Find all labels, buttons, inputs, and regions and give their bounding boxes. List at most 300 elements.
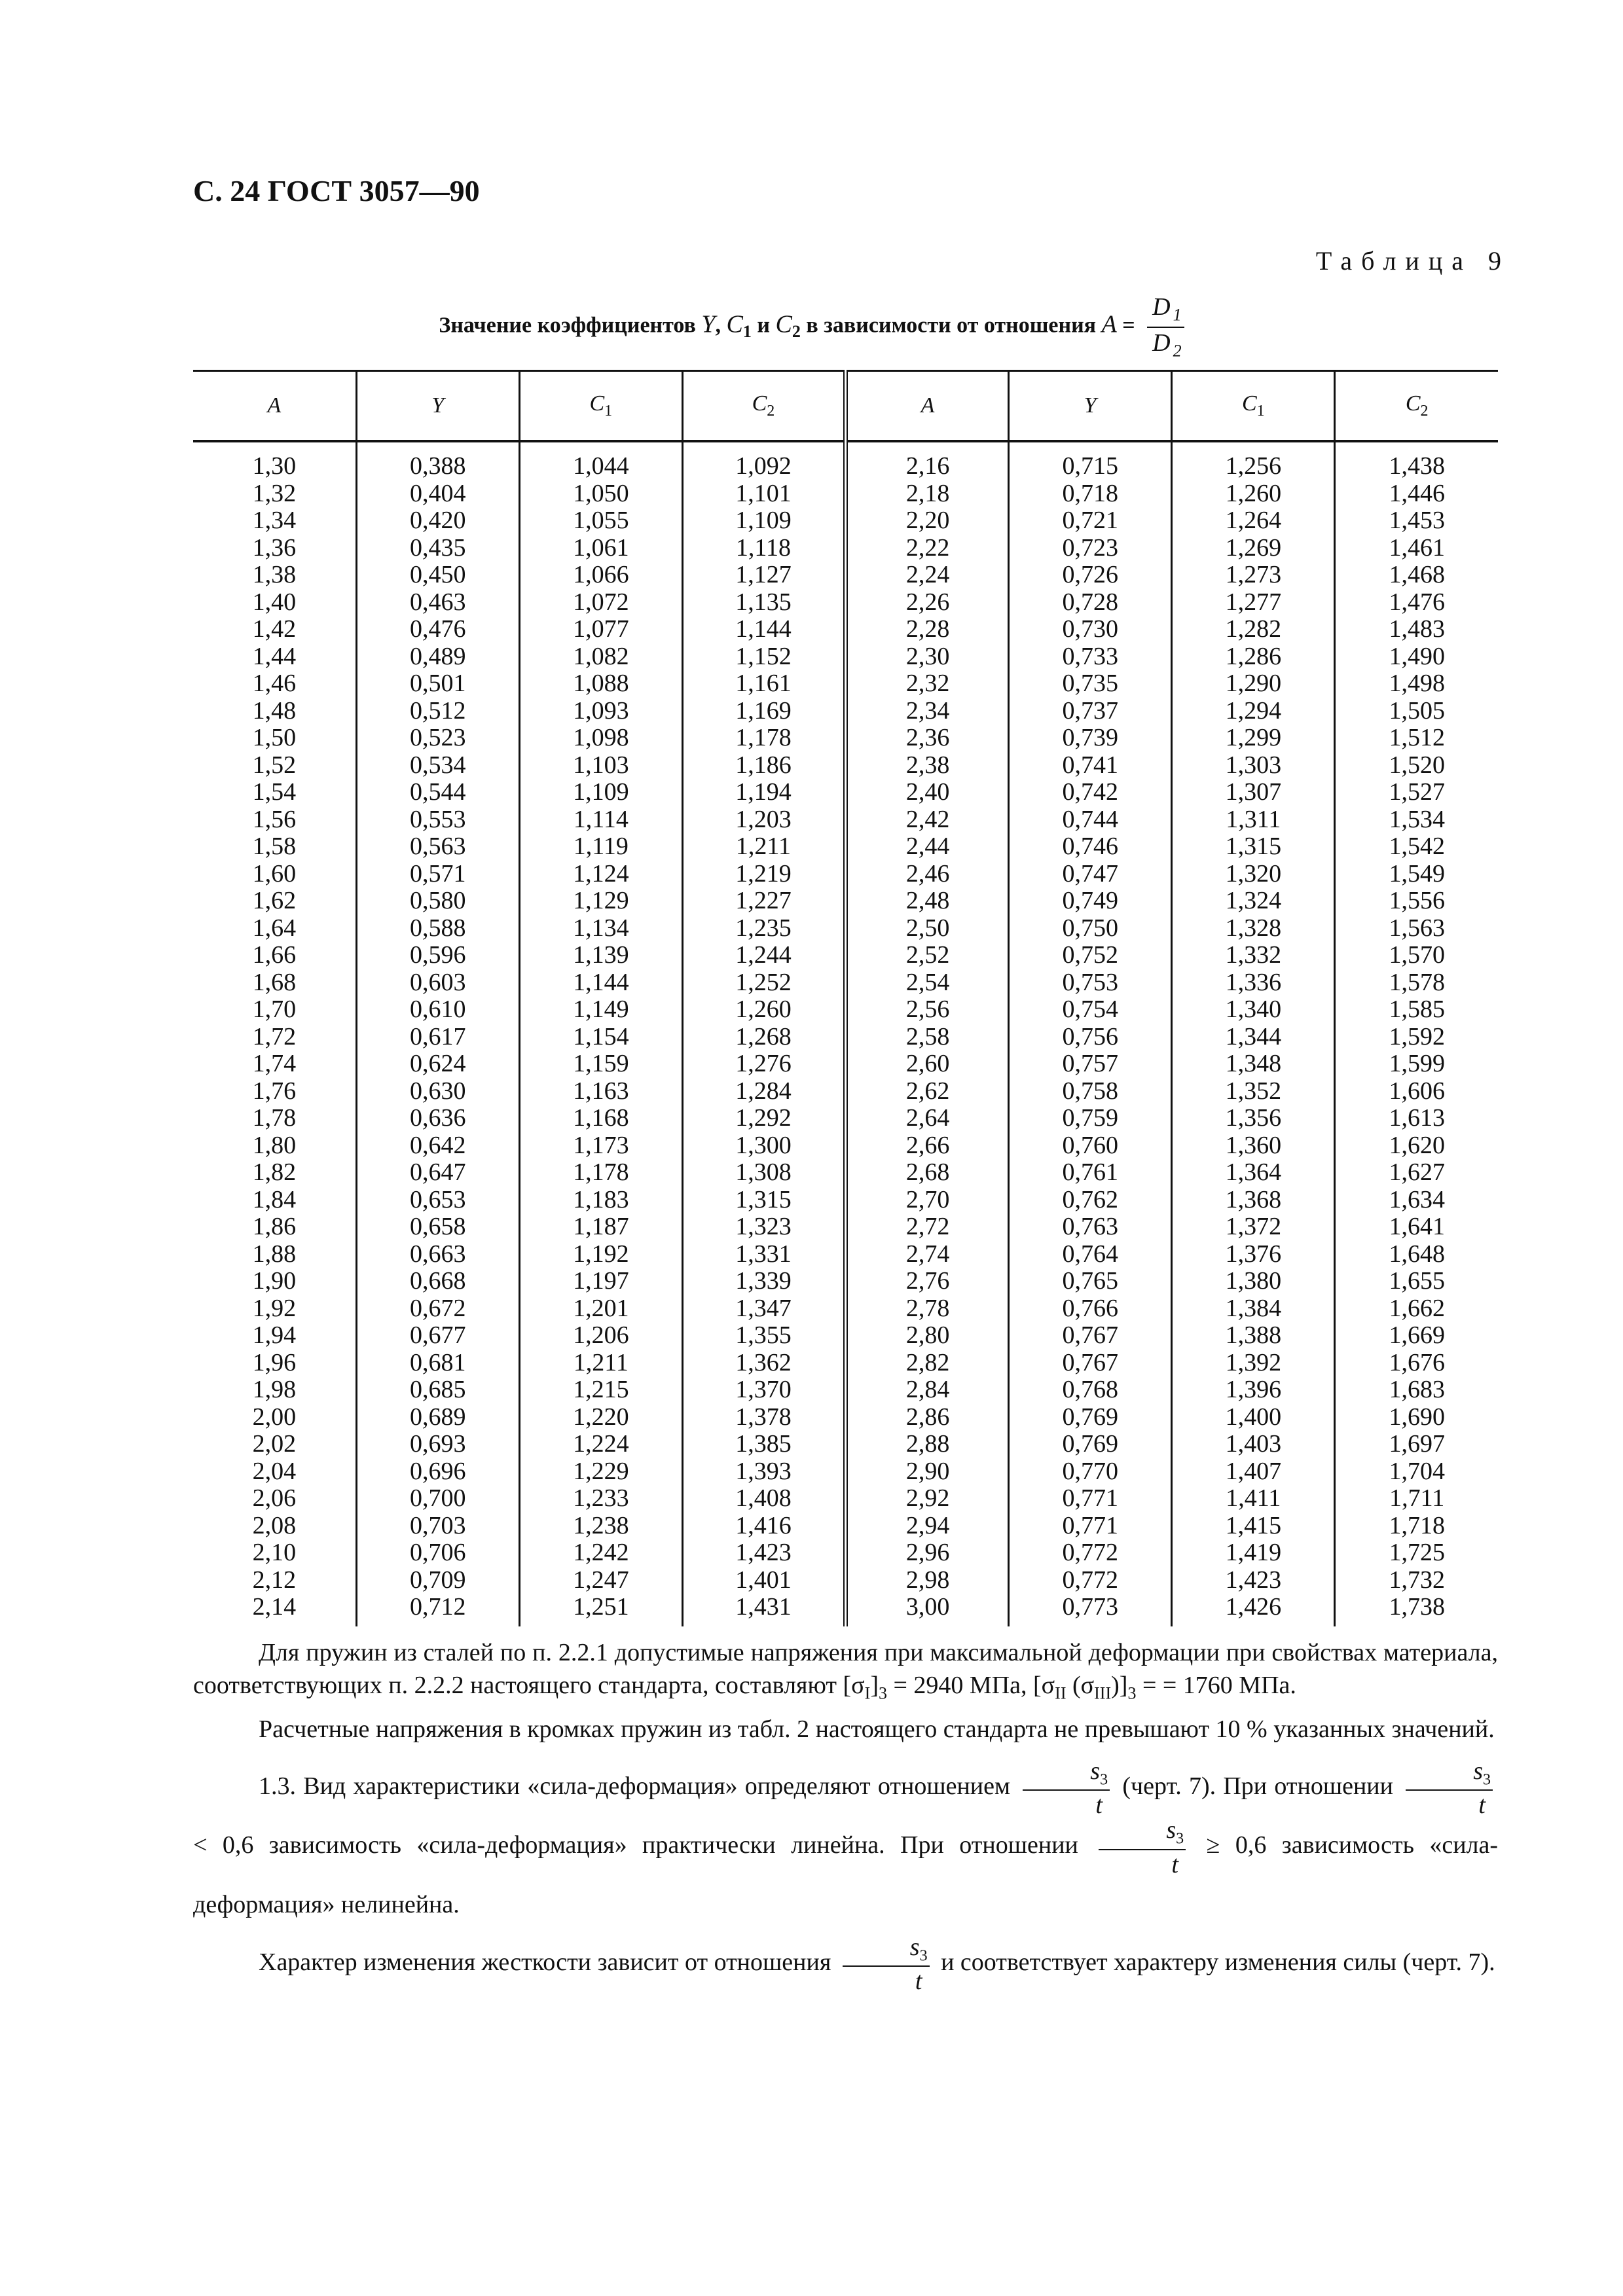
- table-cell: 1,520: [1335, 752, 1498, 780]
- table-cell: 0,753: [1009, 969, 1172, 997]
- table-cell: 0,760: [1009, 1132, 1172, 1160]
- table-cell: 2,48: [846, 888, 1009, 915]
- table-cell: 1,56: [252, 805, 297, 833]
- table-cell: 1,88: [252, 1240, 297, 1268]
- table-cell: 0,476: [356, 616, 519, 643]
- table-cell: 0,749: [1009, 888, 1172, 915]
- table-row: [193, 698, 1498, 725]
- table-row: [193, 1078, 1498, 1105]
- table-cell: 0,744: [1009, 806, 1172, 834]
- table-cell: 1,78: [252, 1104, 297, 1132]
- table-row: [193, 670, 1498, 698]
- table-cell: 1,376: [1172, 1241, 1335, 1268]
- table-cell: 1,169: [682, 698, 845, 725]
- table-cell: 1,178: [519, 1159, 682, 1187]
- table-row: [193, 480, 1498, 508]
- table-cell: 2,54: [846, 969, 1009, 997]
- table-cell: 1,114: [519, 806, 682, 834]
- table-cell: 1,84: [252, 1185, 297, 1213]
- table-cell: 2,62: [846, 1078, 1009, 1105]
- table-cell: 1,542: [1335, 833, 1498, 861]
- table-cell: 0,642: [356, 1132, 519, 1160]
- table-cell: 1,385: [682, 1431, 845, 1458]
- table-cell: 0,553: [356, 806, 519, 834]
- table-cell: 1,192: [519, 1241, 682, 1268]
- table-cell: 0,772: [1009, 1567, 1172, 1594]
- table-cell: 0,706: [356, 1539, 519, 1567]
- table-cell: 0,721: [1009, 507, 1172, 535]
- table-cell: 1,42: [252, 615, 297, 643]
- table-cell: 1,725: [1335, 1539, 1498, 1567]
- fraction-s3-t: $\frac{s_3}{t}$: [843, 1935, 930, 1994]
- table-cell: 2,92: [846, 1485, 1009, 1513]
- table-cell: 2,84: [846, 1376, 1009, 1404]
- table-row: [193, 441, 1498, 480]
- table-cell: 1,331: [682, 1241, 845, 1268]
- table-cell: 0,750: [1009, 915, 1172, 942]
- table-cell: 1,498: [1335, 670, 1498, 698]
- table-cell: 1,269: [1172, 535, 1335, 562]
- table-cell: 1,307: [1172, 779, 1335, 806]
- table-cell: 2,80: [846, 1322, 1009, 1350]
- table-cell: 1,669: [1335, 1322, 1498, 1350]
- table-cell: 1,134: [519, 915, 682, 942]
- table-cell: 1,251: [519, 1594, 682, 1626]
- table-cell: 1,127: [682, 562, 845, 589]
- table-cell: 1,066: [519, 562, 682, 589]
- table-row: [193, 1268, 1498, 1295]
- table-cell: 1,362: [682, 1350, 845, 1377]
- fraction-s3-t: $\frac{s_3}{t}$: [1099, 1818, 1186, 1877]
- table-cell: 1,676: [1335, 1350, 1498, 1377]
- table-cell: 1,66: [252, 941, 297, 969]
- table-cell: 1,380: [1172, 1268, 1335, 1295]
- table-cell: 1,732: [1335, 1567, 1498, 1594]
- table-cell: 0,763: [1009, 1213, 1172, 1241]
- table-cell: 1,549: [1335, 861, 1498, 888]
- table-cell: 1,423: [1172, 1567, 1335, 1594]
- table-cell: 2,60: [846, 1050, 1009, 1078]
- table-cell: 2,32: [846, 670, 1009, 698]
- table-cell: 1,348: [1172, 1050, 1335, 1078]
- table-cell: 1,408: [682, 1485, 845, 1513]
- table-cell: 0,596: [356, 942, 519, 969]
- table-cell: 1,088: [519, 670, 682, 698]
- table-cell: 2,98: [846, 1567, 1009, 1594]
- table-cell: 1,290: [1172, 670, 1335, 698]
- table-cell: 1,407: [1172, 1458, 1335, 1486]
- table-cell: 2,70: [846, 1187, 1009, 1214]
- table-cell: 0,739: [1009, 725, 1172, 752]
- table-cell: 1,211: [519, 1350, 682, 1377]
- table-cell: 1,129: [519, 888, 682, 915]
- table-cell: 1,641: [1335, 1213, 1498, 1241]
- table-cell: 1,082: [519, 643, 682, 671]
- table-cell: 1,178: [682, 725, 845, 752]
- table-cell: 1,718: [1335, 1513, 1498, 1540]
- table-cell: 0,733: [1009, 643, 1172, 671]
- table-cell: 1,556: [1335, 888, 1498, 915]
- table-cell: 1,154: [519, 1024, 682, 1051]
- table-cell: 1,276: [682, 1050, 845, 1078]
- table-cell: 2,96: [846, 1539, 1009, 1567]
- table-cell: 1,144: [682, 616, 845, 643]
- table-cell: 1,505: [1335, 698, 1498, 725]
- table-cell: 1,411: [1172, 1485, 1335, 1513]
- table-cell: 2,28: [846, 616, 1009, 643]
- table-cell: 1,355: [682, 1322, 845, 1350]
- table-cell: 1,144: [519, 969, 682, 997]
- coefficient-table: [193, 370, 1498, 1626]
- table-cell: 2,00: [252, 1403, 297, 1431]
- table-cell: 1,431: [682, 1594, 845, 1626]
- table-cell: 1,86: [252, 1213, 297, 1240]
- column-header: Y: [1009, 371, 1172, 442]
- table-cell: 0,388: [356, 441, 519, 480]
- table-cell: 0,771: [1009, 1513, 1172, 1540]
- table-cell: 0,685: [356, 1376, 519, 1404]
- table-cell: 2,24: [846, 562, 1009, 589]
- table-cell: 1,592: [1335, 1024, 1498, 1051]
- table-cell: 2,64: [846, 1105, 1009, 1132]
- table-cell: 1,300: [682, 1132, 845, 1160]
- table-row: [193, 535, 1498, 562]
- table-cell: 1,70: [252, 996, 297, 1023]
- table-row: [193, 1376, 1498, 1404]
- table-cell: 0,501: [356, 670, 519, 698]
- table-cell: 1,044: [519, 441, 682, 480]
- table-cell: 1,368: [1172, 1187, 1335, 1214]
- table-cell: 1,159: [519, 1050, 682, 1078]
- table-cell: 0,489: [356, 643, 519, 671]
- table-row: [193, 562, 1498, 589]
- table-cell: 1,260: [1172, 480, 1335, 508]
- table-row: [193, 1024, 1498, 1051]
- table-cell: 1,54: [252, 778, 297, 806]
- table-cell: 1,36: [252, 533, 297, 562]
- table-cell: 1,332: [1172, 942, 1335, 969]
- table-cell: 1,268: [682, 1024, 845, 1051]
- table-cell: 0,758: [1009, 1078, 1172, 1105]
- table-cell: 1,220: [519, 1404, 682, 1431]
- table-cell: 1,60: [252, 859, 297, 888]
- table-cell: 1,277: [1172, 589, 1335, 617]
- table-cell: 1,201: [519, 1295, 682, 1323]
- table-cell: 0,700: [356, 1485, 519, 1513]
- table-cell: 1,599: [1335, 1050, 1498, 1078]
- table-cell: 0,563: [356, 833, 519, 861]
- column-header: $C_2$: [1335, 371, 1498, 442]
- table-cell: 0,630: [356, 1078, 519, 1105]
- table-cell: 1,415: [1172, 1513, 1335, 1540]
- table-cell: 1,627: [1335, 1159, 1498, 1187]
- table-cell: 2,38: [846, 752, 1009, 780]
- table-cell: 1,655: [1335, 1268, 1498, 1295]
- table-row: [193, 1404, 1498, 1431]
- table-row: [193, 1322, 1498, 1350]
- table-cell: 2,46: [846, 861, 1009, 888]
- table-cell: 0,534: [356, 752, 519, 780]
- table-cell: 2,86: [846, 1404, 1009, 1431]
- table-cell: 1,392: [1172, 1350, 1335, 1377]
- table-cell: 0,512: [356, 698, 519, 725]
- table-cell: 1,168: [519, 1105, 682, 1132]
- table-row: [193, 1350, 1498, 1377]
- table-cell: 0,544: [356, 779, 519, 806]
- table-cell: 1,211: [682, 833, 845, 861]
- paragraph-stiffness: Характер изменения жесткости зависит от отношения $\frac{s_3}{t}$ и соответствует характеру изменения силы (черт. 7).: [259, 1933, 1495, 1996]
- table-number: Таблица 9: [1315, 246, 1510, 276]
- table-cell: 1,324: [1172, 888, 1335, 915]
- table-cell: 0,603: [356, 969, 519, 997]
- table-cell: 1,401: [682, 1567, 845, 1594]
- table-cell: 1,400: [1172, 1404, 1335, 1431]
- table-cell: 2,58: [846, 1024, 1009, 1051]
- table-cell: 2,34: [846, 698, 1009, 725]
- table-cell: 0,764: [1009, 1241, 1172, 1268]
- table-cell: 0,703: [356, 1513, 519, 1540]
- table-cell: 1,364: [1172, 1159, 1335, 1187]
- table-row: [193, 942, 1498, 969]
- table-cell: 1,92: [252, 1294, 297, 1322]
- column-header: Y: [356, 371, 519, 442]
- table-cell: 0,773: [1009, 1594, 1172, 1626]
- table-cell: 1,224: [519, 1431, 682, 1458]
- table-row: [193, 1105, 1498, 1132]
- table-cell: 1,282: [1172, 616, 1335, 643]
- table-cell: 1,238: [519, 1513, 682, 1540]
- table-cell: 0,404: [356, 480, 519, 508]
- table-cell: 0,658: [356, 1213, 519, 1241]
- table-cell: 1,109: [682, 507, 845, 535]
- table-cell: 0,768: [1009, 1376, 1172, 1404]
- column-header: $C_1$: [519, 371, 682, 442]
- table-row: [193, 779, 1498, 806]
- table-row: [193, 888, 1498, 915]
- table-cell: 1,206: [519, 1322, 682, 1350]
- table-cell: 1,315: [682, 1187, 845, 1214]
- table-cell: 1,527: [1335, 779, 1498, 806]
- table-cell: 0,771: [1009, 1485, 1172, 1513]
- table-cell: 1,203: [682, 806, 845, 834]
- table-cell: 1,476: [1335, 589, 1498, 617]
- table-cell: 2,94: [846, 1513, 1009, 1540]
- table-cell: 1,585: [1335, 996, 1498, 1024]
- table-row: [193, 1295, 1498, 1323]
- table-cell: 1,490: [1335, 643, 1498, 671]
- table-cell: 1,219: [682, 861, 845, 888]
- table-row: [193, 833, 1498, 861]
- table-cell: 1,68: [252, 968, 297, 996]
- table-cell: 0,617: [356, 1024, 519, 1051]
- table-cell: 2,36: [846, 725, 1009, 752]
- table-cell: 1,344: [1172, 1024, 1335, 1051]
- table-cell: 1,149: [519, 996, 682, 1024]
- table-cell: 1,118: [682, 535, 845, 562]
- table-cell: 1,697: [1335, 1431, 1498, 1458]
- table-row: [193, 1485, 1498, 1513]
- table-cell: 2,66: [846, 1132, 1009, 1160]
- table-row: [193, 1539, 1498, 1567]
- table-cell: 1,186: [682, 752, 845, 780]
- table-cell: 1,34: [252, 507, 297, 534]
- column-header: A: [846, 371, 1009, 442]
- table-cell: 0,696: [356, 1458, 519, 1486]
- table-cell: 1,352: [1172, 1078, 1335, 1105]
- table-cell: 0,756: [1009, 1024, 1172, 1051]
- table-cell: 0,571: [356, 861, 519, 888]
- table-cell: 2,88: [846, 1431, 1009, 1458]
- table-cell: 1,453: [1335, 507, 1498, 535]
- table-cell: 0,636: [356, 1105, 519, 1132]
- table-cell: 1,648: [1335, 1241, 1498, 1268]
- table-cell: 1,74: [252, 1050, 297, 1077]
- table-cell: 1,438: [1335, 441, 1498, 480]
- table-cell: 0,689: [356, 1404, 519, 1431]
- table-cell: 0,672: [356, 1295, 519, 1323]
- table-cell: 0,730: [1009, 616, 1172, 643]
- table-cell: 1,247: [519, 1567, 682, 1594]
- table-cell: 2,30: [846, 643, 1009, 671]
- table-cell: 1,264: [1172, 507, 1335, 535]
- table-cell: 2,06: [252, 1484, 297, 1512]
- table-cell: 1,124: [519, 861, 682, 888]
- table-row: [193, 1458, 1498, 1486]
- table-cell: 2,22: [846, 535, 1009, 562]
- table-row: [193, 1241, 1498, 1268]
- table-cell: 1,40: [252, 588, 297, 616]
- table-row: [193, 1187, 1498, 1214]
- table-cell: 0,463: [356, 589, 519, 617]
- table-cell: 0,770: [1009, 1458, 1172, 1486]
- table-cell: 0,712: [356, 1594, 519, 1626]
- table-cell: 1,093: [519, 698, 682, 725]
- table-row: [193, 861, 1498, 888]
- table-cell: 2,90: [846, 1458, 1009, 1486]
- table-cell: 1,135: [682, 589, 845, 617]
- table-cell: 1,215: [519, 1376, 682, 1404]
- table-cell: 1,055: [519, 507, 682, 535]
- table-cell: 1,339: [682, 1268, 845, 1295]
- table-cell: 1,98: [252, 1376, 297, 1403]
- table-cell: 1,273: [1172, 562, 1335, 589]
- table-cell: 0,450: [356, 562, 519, 589]
- table-cell: 0,762: [1009, 1187, 1172, 1214]
- ratio-fraction: $\frac{D _1}{D _2}$: [1147, 295, 1184, 359]
- table-row: [193, 969, 1498, 997]
- table-cell: 1,119: [519, 833, 682, 861]
- table-cell: 1,235: [682, 915, 845, 942]
- table-cell: 1,370: [682, 1376, 845, 1404]
- table-cell: 1,468: [1335, 562, 1498, 589]
- column-header: A: [193, 371, 356, 442]
- table-cell: 0,759: [1009, 1105, 1172, 1132]
- table-cell: 0,726: [1009, 562, 1172, 589]
- table-cell: 1,061: [519, 535, 682, 562]
- table-row: [193, 996, 1498, 1024]
- table-cell: 0,742: [1009, 779, 1172, 806]
- table-cell: 1,393: [682, 1458, 845, 1486]
- column-header: $C_1$: [1172, 371, 1335, 442]
- table-cell: 1,32: [252, 479, 297, 507]
- table-cell: 1,620: [1335, 1132, 1498, 1160]
- table-cell: 0,769: [1009, 1404, 1172, 1431]
- table-cell: 1,613: [1335, 1105, 1498, 1132]
- table-cell: 1,46: [252, 670, 297, 697]
- table-cell: 1,233: [519, 1485, 682, 1513]
- table-cell: 1,30: [252, 452, 297, 480]
- table-cell: 1,347: [682, 1295, 845, 1323]
- page-header: С. 24 ГОСТ 3057—90: [193, 174, 480, 207]
- table-cell: 2,72: [846, 1213, 1009, 1241]
- table-cell: 1,578: [1335, 969, 1498, 997]
- table-row: [193, 589, 1498, 617]
- table-cell: 1,62: [252, 887, 297, 914]
- table-cell: 2,78: [846, 1295, 1009, 1323]
- table-cell: 1,336: [1172, 969, 1335, 997]
- table-row: [193, 806, 1498, 834]
- table-cell: 0,767: [1009, 1322, 1172, 1350]
- table-row: [193, 507, 1498, 535]
- table-cell: 1,256: [1172, 441, 1335, 480]
- table-cell: 1,606: [1335, 1078, 1498, 1105]
- table-cell: 2,16: [846, 441, 1009, 480]
- table-cell: 1,194: [682, 779, 845, 806]
- table-cell: 2,40: [846, 779, 1009, 806]
- table-cell: 2,52: [846, 942, 1009, 969]
- table-row: [193, 1594, 1498, 1626]
- table-cell: 1,50: [252, 724, 297, 751]
- table-cell: 1,050: [519, 480, 682, 508]
- table-cell: 1,419: [1172, 1539, 1335, 1567]
- table-cell: 1,52: [252, 751, 297, 779]
- table-cell: 0,747: [1009, 861, 1172, 888]
- table-cell: 1,227: [682, 888, 845, 915]
- table-cell: 1,360: [1172, 1132, 1335, 1160]
- table-cell: 1,092: [682, 441, 845, 480]
- table-row: [193, 1513, 1498, 1540]
- table-cell: 1,284: [682, 1078, 845, 1105]
- table-cell: 2,14: [252, 1593, 297, 1621]
- table-cell: 2,04: [252, 1457, 297, 1485]
- table-cell: 1,242: [519, 1539, 682, 1567]
- table-cell: 1,244: [682, 942, 845, 969]
- table-cell: 1,690: [1335, 1404, 1498, 1431]
- table-cell: 0,757: [1009, 1050, 1172, 1078]
- table-cell: 1,388: [1172, 1322, 1335, 1350]
- table-cell: 0,647: [356, 1159, 519, 1187]
- table-cell: 1,44: [252, 642, 297, 670]
- table-cell: 1,426: [1172, 1594, 1335, 1626]
- table-cell: 1,704: [1335, 1458, 1498, 1486]
- table-cell: 1,072: [519, 589, 682, 617]
- table-cell: 1,570: [1335, 942, 1498, 969]
- table-cell: 2,44: [846, 833, 1009, 861]
- table-cell: 2,12: [252, 1566, 297, 1594]
- table-cell: 1,683: [1335, 1376, 1498, 1404]
- table-cell: 1,711: [1335, 1485, 1498, 1513]
- table-cell: 1,662: [1335, 1295, 1498, 1323]
- table-cell: 0,523: [356, 725, 519, 752]
- table-cell: 1,183: [519, 1187, 682, 1214]
- table-cell: 1,446: [1335, 480, 1498, 508]
- table-cell: 0,610: [356, 996, 519, 1024]
- table-cell: 1,109: [519, 779, 682, 806]
- table-cell: 0,754: [1009, 996, 1172, 1024]
- table-cell: 1,299: [1172, 725, 1335, 752]
- table-cell: 1,461: [1335, 535, 1498, 562]
- table-cell: 1,101: [682, 480, 845, 508]
